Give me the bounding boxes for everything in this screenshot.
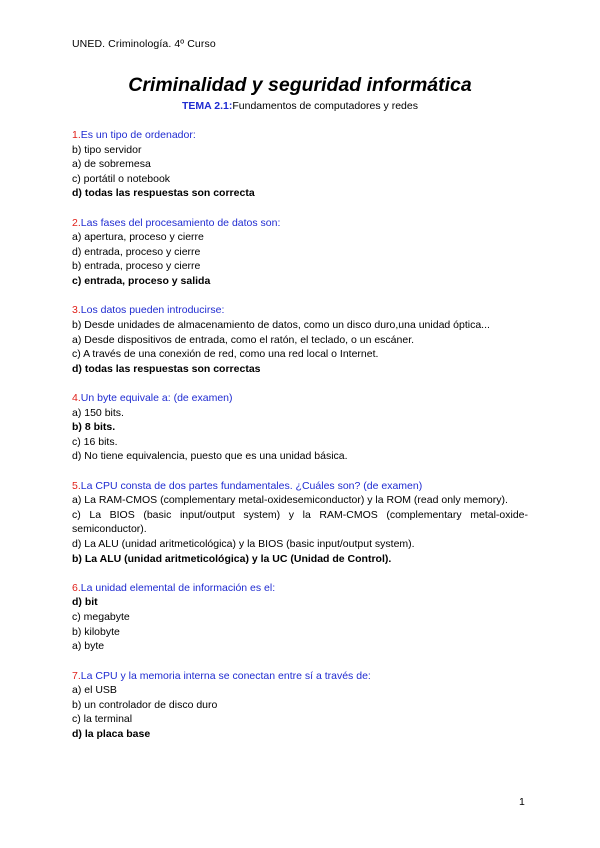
question-heading: [72, 479, 528, 494]
answer-option: a) 150 bits.: [72, 406, 124, 419]
question-heading: [72, 303, 528, 318]
question-text: Es un tipo de ordenador:: [80, 129, 196, 141]
page-number: 1: [519, 796, 525, 808]
question-number: 2.: [72, 216, 81, 229]
question-text: La CPU consta de dos partes fundamentales. ¿Cuáles son? (de examen): [80, 479, 423, 492]
answer-option: a) apertura, proceso y cierre: [72, 231, 204, 244]
question-text: La CPU y la memoria interna se conectan entre sí a través de:: [80, 669, 371, 682]
answer-option: c) La BIOS (basic input/output system) y la RAM-CMOS (complementary metal-oxide-semiconductor).: [72, 508, 528, 536]
question-block: [72, 479, 528, 567]
question-number: 5.: [72, 479, 81, 492]
question-block: [72, 216, 528, 289]
question-heading: [72, 581, 528, 596]
answer-option: d) entrada, proceso y cierre: [72, 245, 201, 258]
document-title: Criminalidad y seguridad informática: [128, 74, 472, 96]
question-number: 7.: [72, 669, 81, 682]
question-text: Un byte equivale a: (de examen): [80, 391, 233, 404]
answer-option: c) la terminal: [72, 713, 133, 726]
answer-option: b) Desde unidades de almacenamiento de datos, como un disco duro,una unidad óptica...: [72, 318, 490, 331]
answer-option: b) entrada, proceso y cierre: [72, 260, 201, 273]
document-subtitle: [0, 100, 600, 112]
question-number: 3.: [72, 304, 81, 317]
answer-option-correct: b) 8 bits.: [72, 421, 116, 434]
topic-text: Fundamentos de computadores y redes: [232, 100, 418, 112]
answer-option: a) La RAM-CMOS (complementary metal-oxidesemiconductor) y la ROM (read only memory).: [72, 494, 508, 507]
question-heading: [72, 216, 528, 231]
question-heading: [72, 669, 528, 684]
question-block: [72, 128, 528, 201]
answer-option-correct: d) bit: [72, 596, 98, 609]
answer-option: c) megabyte: [72, 611, 130, 624]
answer-option: b) kilobyte: [72, 625, 120, 638]
answer-option-correct: d) todas las respuestas son correcta: [72, 187, 255, 200]
answer-option: c) 16 bits.: [72, 435, 118, 448]
question-list: [72, 128, 528, 756]
question-number: 1.: [72, 129, 81, 141]
question-block: [72, 391, 528, 464]
topic-label: TEMA 2.1:: [182, 100, 233, 112]
question-heading: [72, 128, 528, 143]
answer-option: a) Desde dispositivos de entrada, como el ratón, el teclado, o un escáner.: [72, 333, 415, 346]
answer-option-correct: c) entrada, proceso y salida: [72, 275, 211, 288]
answer-option: c) portátil o notebook: [72, 172, 171, 185]
answer-option: b) tipo servidor: [72, 143, 142, 156]
answer-option: a) el USB: [72, 684, 117, 697]
answer-option: d) No tiene equivalencia, puesto que es una unidad básica.: [72, 450, 348, 463]
answer-option: b) un controlador de disco duro: [72, 698, 218, 711]
question-block: [72, 581, 528, 654]
question-block: [72, 669, 528, 742]
question-number: 6.: [72, 581, 81, 594]
question-text: Los datos pueden introducirse:: [80, 304, 225, 317]
answer-option-correct: d) la placa base: [72, 727, 151, 740]
answer-option: a) byte: [72, 640, 105, 653]
answer-option: a) de sobremesa: [72, 158, 151, 171]
question-number: 4.: [72, 391, 81, 404]
page-header: UNED. Criminología. 4º Curso: [72, 38, 216, 50]
answer-option: d) La ALU (unidad aritmeticológica) y la BIOS (basic input/output system).: [72, 538, 415, 550]
question-text: Las fases del procesamiento de datos son:: [80, 216, 281, 229]
question-text: La unidad elemental de información es el:: [80, 581, 276, 594]
answer-option-correct: d) todas las respuestas son correctas: [72, 362, 261, 375]
question-block: [72, 303, 528, 376]
answer-option-correct: b) La ALU (unidad aritmeticológica) y la UC (Unidad de Control).: [72, 552, 392, 565]
question-heading: [72, 391, 528, 406]
answer-option: c) A través de una conexión de red, como una red local o Internet.: [72, 348, 379, 361]
